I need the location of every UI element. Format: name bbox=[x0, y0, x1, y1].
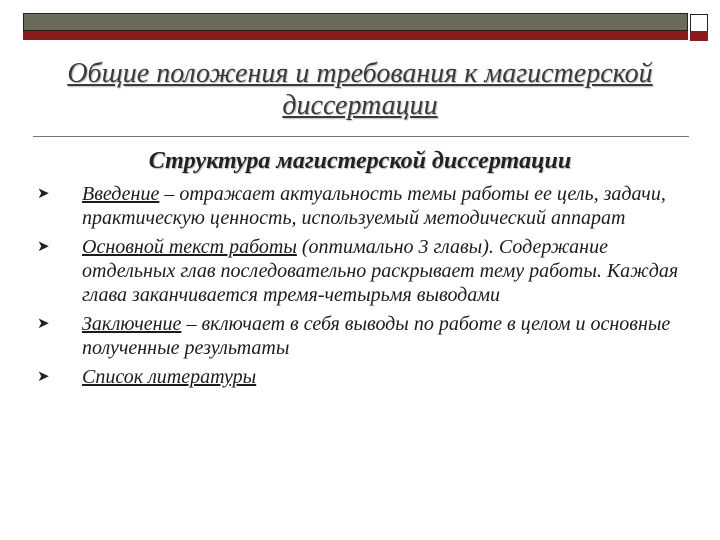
item-text: – отражает актуальность темы работы ее цель, задачи, практическую ценность, используемый методический аппарат bbox=[82, 183, 666, 229]
arrow-bullet-icon: ➤ bbox=[37, 316, 50, 332]
item-key: Заключение bbox=[82, 313, 182, 335]
item-key: Список литературы bbox=[82, 366, 257, 388]
arrow-bullet-icon: ➤ bbox=[37, 239, 50, 255]
item-text: – включает в себя выводы по работе в целом и основные полученные результаты bbox=[82, 313, 671, 359]
corner-square-bottom bbox=[690, 31, 708, 41]
slide-subtitle: Структура магистерской диссертации bbox=[148, 148, 572, 174]
title-divider bbox=[33, 136, 689, 137]
header-bar bbox=[23, 13, 688, 31]
slide-title: Общие положения и требования к магистерской диссертации bbox=[67, 58, 653, 121]
list-item bbox=[37, 182, 687, 230]
arrow-bullet-icon: ➤ bbox=[37, 369, 50, 385]
list-item bbox=[37, 365, 687, 389]
list-item bbox=[37, 312, 687, 360]
list-item bbox=[37, 235, 687, 307]
item-key: Основной текст работы bbox=[82, 236, 297, 258]
header-accent-line bbox=[23, 31, 688, 40]
corner-square-top bbox=[690, 14, 708, 32]
bullet-list bbox=[37, 182, 687, 394]
item-text: (оптимально 3 главы). Содержание отдельных глав последовательно раскрывает тему работы. Каждая глава заканчивается тремя-четырьмя выводами bbox=[82, 236, 679, 306]
item-key: Введение bbox=[82, 183, 160, 205]
arrow-bullet-icon: ➤ bbox=[37, 186, 50, 202]
